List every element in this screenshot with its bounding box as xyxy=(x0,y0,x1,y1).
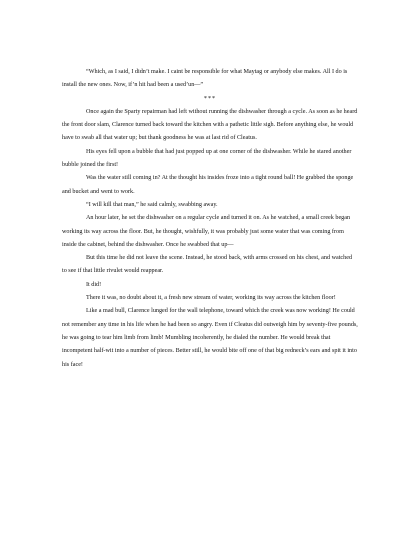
paragraph-7: But this time he did not leave the scene. Instead, he stood back, with arms crossed on his chest, and watched to see if that little rivulet would reappear. xyxy=(62,255,353,275)
paragraph-1: “Which, as I said, I didn’t make. I caint be responsible for what Maytag or anybody else makes. All I do is install the new ones. Now, if’n hit had been a used’un—” xyxy=(62,69,348,89)
body-text xyxy=(62,66,358,372)
paragraph-8: It did! xyxy=(86,281,102,288)
paragraph-3: His eyes fell upon a bubble that had just popped up at one corner of the dishwasher. While he stared another bubble joined the first! xyxy=(62,148,352,169)
paragraph-9: There it was, no doubt about it, a fresh new stream of water, working its way across the kitchen floor! xyxy=(86,295,336,302)
paragraph-6: An hour later, he set the dishwasher on a regular cycle and turned it on. As he watched, a small creek began working its way across the floor. But, he thought, wishfully, it was probably just some water that was coming from inside the cabinet, behind the dishwasher. Once he swabbed that up— xyxy=(62,215,351,248)
paragraph-10: Like a mad bull, Clarence lunged for the wall telephone, toward which the creek was now working! He could not remember any time in his life when he had been so angry. Even if Cleatus did outweigh him by seventy-five pounds, he was going to tear him limb from limb! Mumbling incoherently, he dialed the number. He would break that incompetent half-wit into a number of pieces. Better still, he would bite off one of that big redneck’s ears and spit it into his face! xyxy=(62,308,358,368)
paragraph-2: Once again the Sparty repairman had left without running the dishwasher through a cycle. As soon as he heard the front door slam, Clarence turned back toward the kitchen with a pathetic little sigh. Before anything else, he would have to swab all that water up; but thank goodness he was at last rid of Cleatus. xyxy=(62,108,358,142)
paragraph-5: “I will kill that man,” he said calmly, swabbing away. xyxy=(86,201,218,208)
scene-break: *** xyxy=(203,95,217,102)
paragraph-4: Was the water still coming in? At the thought his insides froze into a tight round ball! He grabbed the sponge and bucket and went to work. xyxy=(62,175,354,195)
